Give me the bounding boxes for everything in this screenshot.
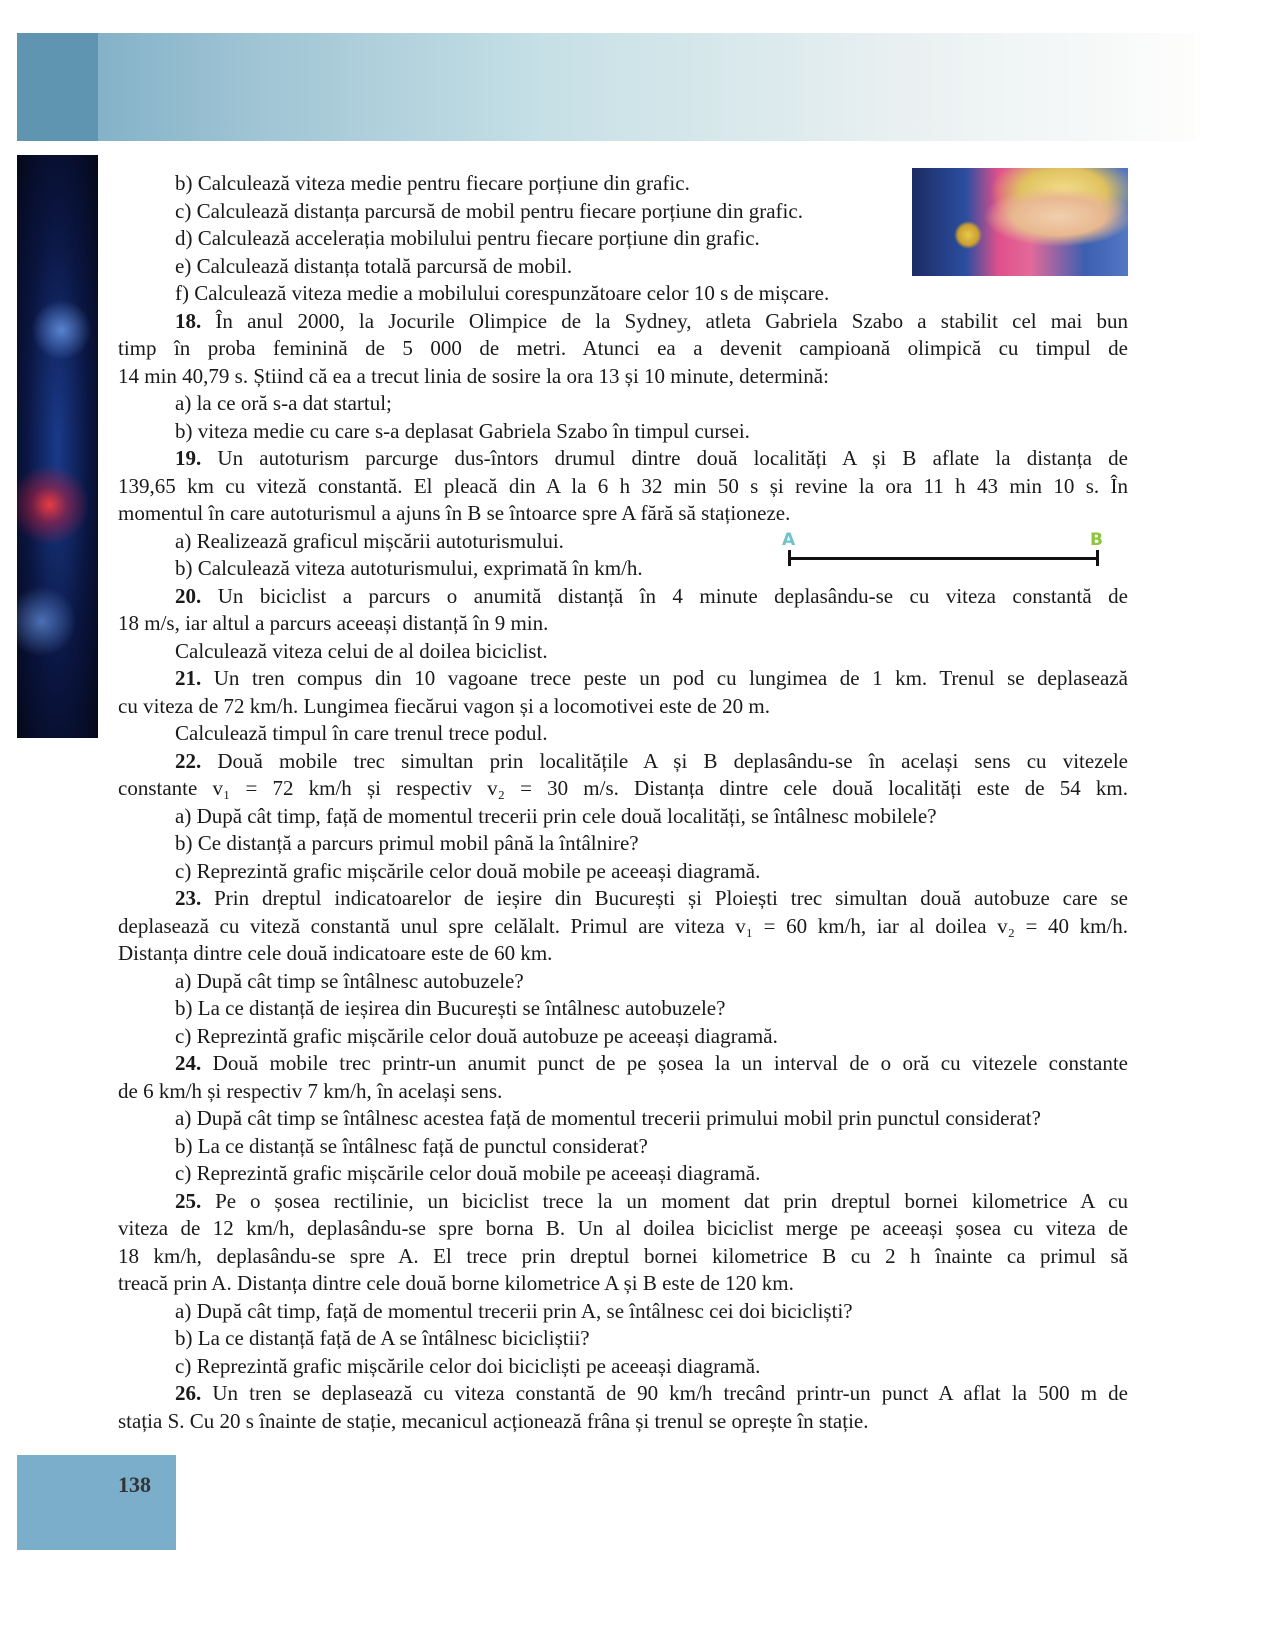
text-line — [118, 335, 1128, 363]
line-text: a) Realizează graficul mișcării autoturismului. — [175, 528, 564, 553]
problem-number: 21. — [175, 666, 202, 690]
text-line — [118, 610, 1128, 638]
line-text: b) La ce distanță de ieșirea din București se întâlnesc autobuzele? — [175, 996, 726, 1020]
page-body — [118, 170, 1128, 1435]
line-text: În anul 2000, la Jocurile Olimpice de la Sydney, atleta Gabriela Szabo a stabilit cel mai bun — [201, 308, 1128, 333]
text-line — [118, 473, 1128, 501]
line-text: f) Calculează viteza medie a mobilului corespunzătoare celor 10 s de mișcare. — [175, 281, 830, 305]
problem-line — [118, 748, 1128, 776]
line-text: timp în proba feminină de 5 000 de metri. Atunci ea a devenit campioană olimpică cu timpul de — [118, 336, 1128, 360]
line-text: deplasează cu viteză constantă unul spre celălalt. Primul are viteza v₁ = 60 km/h, iar al doilea v₂ = 40 km/h. — [118, 913, 1128, 938]
line-text: Două mobile trec printr-un anumit punct de pe șosea la un interval de o oră cu vitezele constante — [201, 1051, 1128, 1075]
text-line — [118, 390, 1128, 418]
line-text: a) După cât timp se întâlnesc acestea față de momentul trecerii primului mobil prin punctul considerat? — [175, 1106, 1041, 1130]
text-line — [118, 775, 1128, 803]
point-b-label: B — [1090, 530, 1103, 550]
line-text: de 6 km/h și respectiv 7 km/h, în același sens. — [118, 1078, 503, 1103]
text-line — [118, 1298, 1128, 1326]
line-text: b) viteza medie cu care s-a deplasat Gabriela Szabo în timpul cursei. — [175, 418, 750, 443]
line-text: 139,65 km cu viteză constantă. El pleacă din A la 6 h 32 min 50 s și revine la ora 11 h 43 min 10 s. În — [118, 473, 1128, 498]
text-line — [118, 693, 1128, 721]
text-line — [118, 940, 1128, 968]
segment-tick-a — [788, 550, 791, 566]
text-line — [118, 638, 1128, 666]
point-a-label: A — [782, 530, 796, 550]
problem-number: 20. — [175, 583, 202, 608]
text-line — [118, 170, 1128, 198]
text-line — [118, 225, 1128, 253]
text-line — [118, 418, 1128, 446]
line-text: c) Reprezintă grafic mișcările celor două mobile pe aceeași diagramă. — [175, 858, 761, 883]
line-text: a) După cât timp, față de momentul trecerii prin cele două localități, se întâlnesc mobilele? — [175, 803, 937, 828]
text-line — [118, 253, 1128, 281]
problem-number: 22. — [175, 748, 202, 773]
line-text: momentul în care autoturismul a ajuns în B se întoarce spre A fără să staționeze. — [118, 501, 791, 525]
line-text: Calculează viteza celui de al doilea biciclist. — [175, 638, 548, 663]
line-text: b) La ce distanță se întâlnesc față de punctul considerat? — [175, 1133, 648, 1158]
problem-number: 19. — [175, 446, 202, 470]
text-line — [118, 1408, 1128, 1436]
page-number-box — [17, 1455, 176, 1550]
text-line — [118, 1325, 1128, 1353]
text-line — [118, 1160, 1128, 1188]
problem-number: 23. — [175, 886, 202, 910]
text-line — [118, 1353, 1128, 1381]
line-text: Un tren compus din 10 vagoane trece peste un pod cu lungimea de 1 km. Trenul se deplasează — [201, 666, 1128, 690]
problem-line — [118, 445, 1128, 473]
text-line — [118, 995, 1128, 1023]
line-text: b) Calculează viteza medie pentru fiecare porțiune din grafic. — [175, 171, 690, 195]
line-text: 14 min 40,79 s. Știind că ea a trecut linia de sosire la ora 13 și 10 minute, determină: — [118, 363, 829, 388]
line-text: Calculează timpul în care trenul trece podul. — [175, 721, 548, 745]
text-line — [118, 363, 1128, 391]
line-text: Un biciclist a parcurs o anumită distanță în 4 minute deplasându-se cu viteza constantă de — [201, 583, 1128, 608]
ab-segment-diagram — [780, 530, 1110, 575]
line-text: b) Ce distanță a parcurs primul mobil până la întâlnire? — [175, 831, 639, 855]
side-decorative-image — [17, 155, 98, 738]
problem-line — [118, 885, 1128, 913]
problem-number: 25. — [175, 1188, 202, 1213]
text-line — [118, 1270, 1128, 1298]
line-text: b) La ce distanță față de A se întâlnesc bicicliștii? — [175, 1326, 590, 1350]
problem-number: 24. — [175, 1051, 202, 1075]
problem-number: 26. — [175, 1381, 202, 1405]
text-line — [118, 500, 1128, 528]
line-text: Distanța dintre cele două indicatoare este de 60 km. — [118, 941, 553, 965]
text-line — [118, 280, 1128, 308]
text-line — [118, 1023, 1128, 1051]
problem-number: 18. — [175, 308, 202, 333]
segment-tick-b — [1096, 550, 1099, 566]
line-text: Două mobile trec simultan prin localitățile A și B deplasându-se în același sens cu vitezele — [201, 748, 1128, 773]
line-text: Prin dreptul indicatoarelor de ieșire din București și Ploiești trec simultan două autobuze care se — [201, 886, 1128, 910]
text-line — [118, 858, 1128, 886]
text-line — [118, 720, 1128, 748]
page-number: 138 — [118, 1472, 151, 1497]
line-text: Un autoturism parcurge dus-întors drumul dintre două localități A și B aflate la distanța de — [201, 446, 1128, 470]
line-text: Pe o șosea rectilinie, un biciclist trece la un moment dat prin dreptul bornei kilometrice A cu — [201, 1188, 1128, 1213]
problem-line — [118, 1050, 1128, 1078]
line-text: cu viteza de 72 km/h. Lungimea fiecărui vagon și a locomotivei este de 20 m. — [118, 693, 770, 718]
text-line — [118, 1105, 1128, 1133]
text-line — [118, 1133, 1128, 1161]
problem-line — [118, 1188, 1128, 1216]
line-text: Un tren se deplasează cu viteza constantă de 90 km/h trecând printr-un punct A aflat la 500 m de — [201, 1381, 1128, 1405]
line-text: c) Reprezintă grafic mișcările celor doi bicicliști pe aceeași diagramă. — [175, 1353, 761, 1378]
line-text: stația S. Cu 20 s înainte de stație, mecanicul acționează frâna și trenul se oprește în stație. — [118, 1408, 869, 1433]
text-line — [118, 1215, 1128, 1243]
line-text: 18 m/s, iar altul a parcurs aceeași distanță în 9 min. — [118, 611, 549, 635]
line-text: c) Reprezintă grafic mișcările celor două mobile pe aceeași diagramă. — [175, 1161, 761, 1185]
line-text: c) Calculează distanța parcursă de mobil pentru fiecare porțiune din grafic. — [175, 198, 803, 223]
text-line — [118, 968, 1128, 996]
problem-line — [118, 308, 1128, 336]
line-text: a) După cât timp se întâlnesc autobuzele? — [175, 968, 524, 993]
text-line — [118, 830, 1128, 858]
line-text: constante v₁ = 72 km/h și respectiv v₂ = 30 m/s. Distanța dintre cele două localități este de 54 km. — [118, 776, 1128, 800]
problem-line — [118, 665, 1128, 693]
line-text: viteza de 12 km/h, deplasându-se spre borna B. Un al doilea biciclist merge pe aceeași șosea cu viteza de — [118, 1216, 1128, 1240]
header-accent-block — [17, 33, 98, 141]
line-text: 18 km/h, deplasându-se spre A. El trece prin dreptul bornei kilometrice B cu 2 h înainte ca primul să — [118, 1243, 1128, 1268]
line-text: d) Calculează accelerația mobilului pentru fiecare porțiune din grafic. — [175, 226, 760, 250]
segment-line — [789, 557, 1097, 560]
text-line — [118, 198, 1128, 226]
line-text: a) După cât timp, față de momentul trecerii prin A, se întâlnesc cei doi bicicliști? — [175, 1298, 853, 1323]
problem-line — [118, 583, 1128, 611]
line-text: c) Reprezintă grafic mișcările celor două autobuze pe aceeași diagramă. — [175, 1023, 778, 1048]
text-line — [118, 1243, 1128, 1271]
text-line — [118, 913, 1128, 941]
header-banner — [17, 33, 1195, 141]
text-line — [118, 803, 1128, 831]
line-text: a) la ce oră s-a dat startul; — [175, 391, 392, 415]
line-text: b) Calculează viteza autoturismului, exprimată în km/h. — [175, 556, 643, 580]
line-text: treacă prin A. Distanța dintre cele două borne kilometrice A și B este de 120 km. — [118, 1271, 794, 1295]
problem-line — [118, 1380, 1128, 1408]
line-text: e) Calculează distanța totală parcursă de mobil. — [175, 253, 573, 278]
text-line — [118, 1078, 1128, 1106]
